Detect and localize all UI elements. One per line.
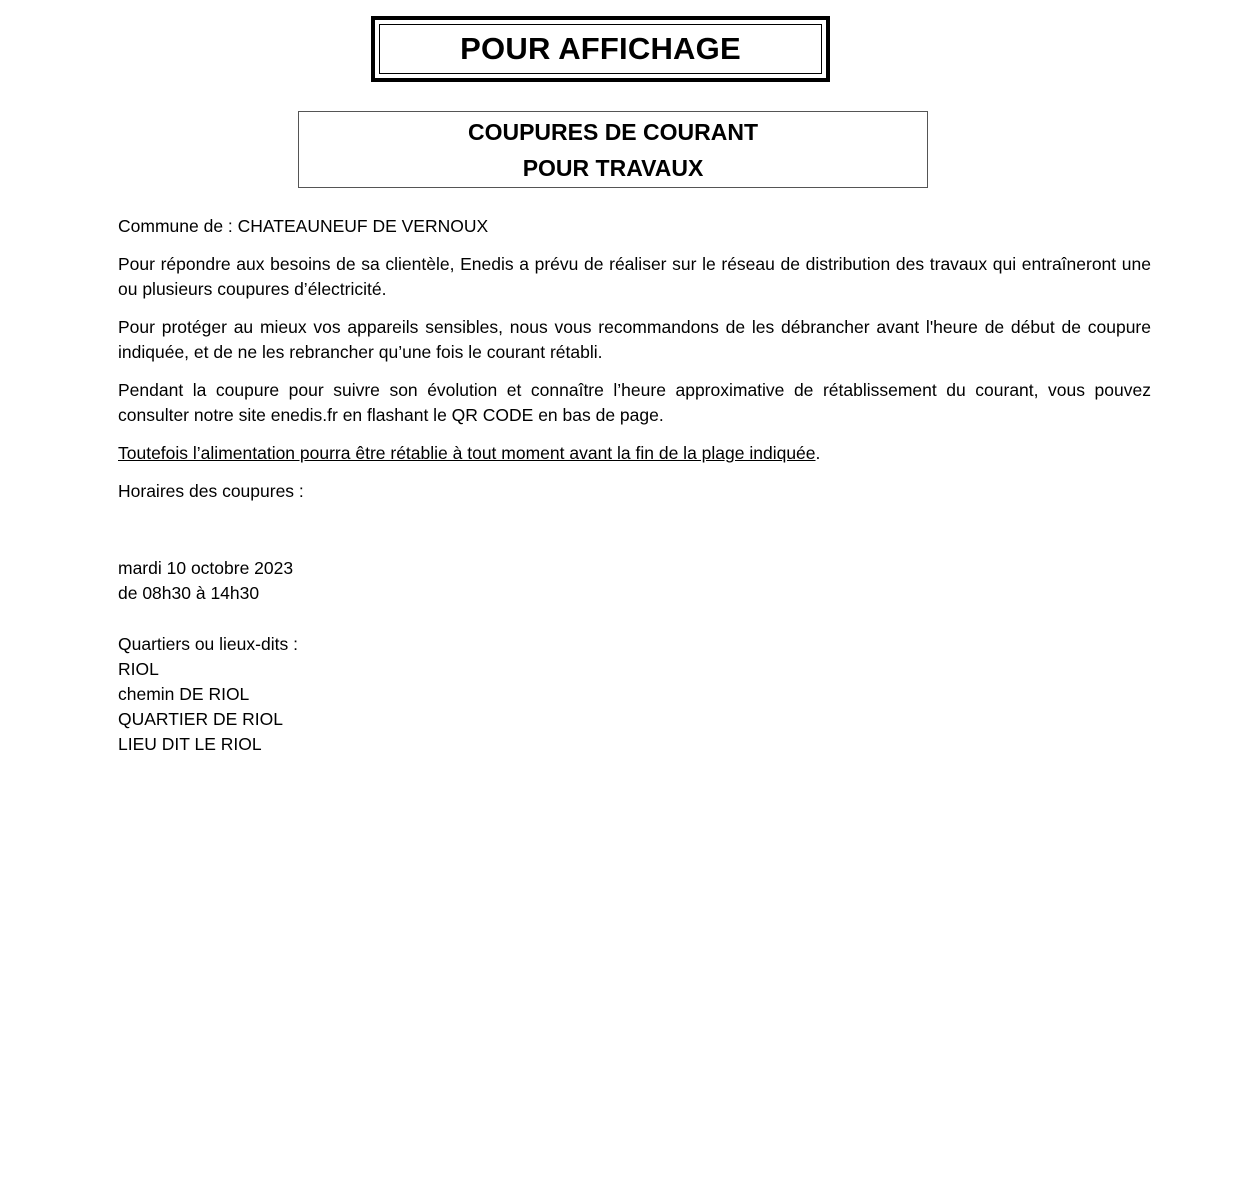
schedule-heading: Horaires des coupures : xyxy=(118,481,304,501)
spacer xyxy=(118,504,1151,556)
place-item: RIOL xyxy=(118,659,159,679)
subtitle-line-1: COUPURES DE COURANT xyxy=(467,118,759,145)
place-item: chemin DE RIOL xyxy=(118,684,250,704)
paragraph-protection: Pour protéger au mieux vos appareils sensibles, nous vous recommandons de les débrancher avant l'heure de début de coupure indiquée, et de ne les rebrancher qu’une fois le courant rétabli. xyxy=(118,317,1151,362)
subtitle-line-2: POUR TRAVAUX xyxy=(522,154,704,181)
paragraph-tracking: Pendant la coupure pour suivre son évolution et connaître l’heure approximative de rétablissement du courant, vous pouvez consulter notre site enedis.fr en flashant le QR CODE en bas de page. xyxy=(118,380,1151,425)
header-frame xyxy=(371,16,830,82)
outage-date: mardi 10 octobre 2023 xyxy=(118,558,294,578)
warning-period: . xyxy=(815,443,821,463)
subtitle-box xyxy=(298,111,928,188)
place-item: QUARTIER DE RIOL xyxy=(118,709,283,729)
places-heading: Quartiers ou lieux-dits : xyxy=(118,634,298,654)
warning-text: Toutefois l’alimentation pourra être rétablie à tout moment avant la fin de la plage indiquée xyxy=(118,443,816,463)
page-title: POUR AFFICHAGE xyxy=(460,31,741,66)
commune-line: Commune de : CHATEAUNEUF DE VERNOUX xyxy=(118,216,489,236)
outage-time: de 08h30 à 14h30 xyxy=(118,583,260,603)
place-item: LIEU DIT LE RIOL xyxy=(118,734,262,754)
header-inner-frame xyxy=(379,24,822,74)
spacer xyxy=(118,606,1151,632)
paragraph-needs: Pour répondre aux besoins de sa clientèle, Enedis a prévu de réaliser sur le réseau de distribution des travaux qui entraîneront une ou plusieurs coupures d’électricité. xyxy=(118,254,1151,299)
warning-line xyxy=(118,441,1151,466)
notice-body xyxy=(118,214,1151,757)
